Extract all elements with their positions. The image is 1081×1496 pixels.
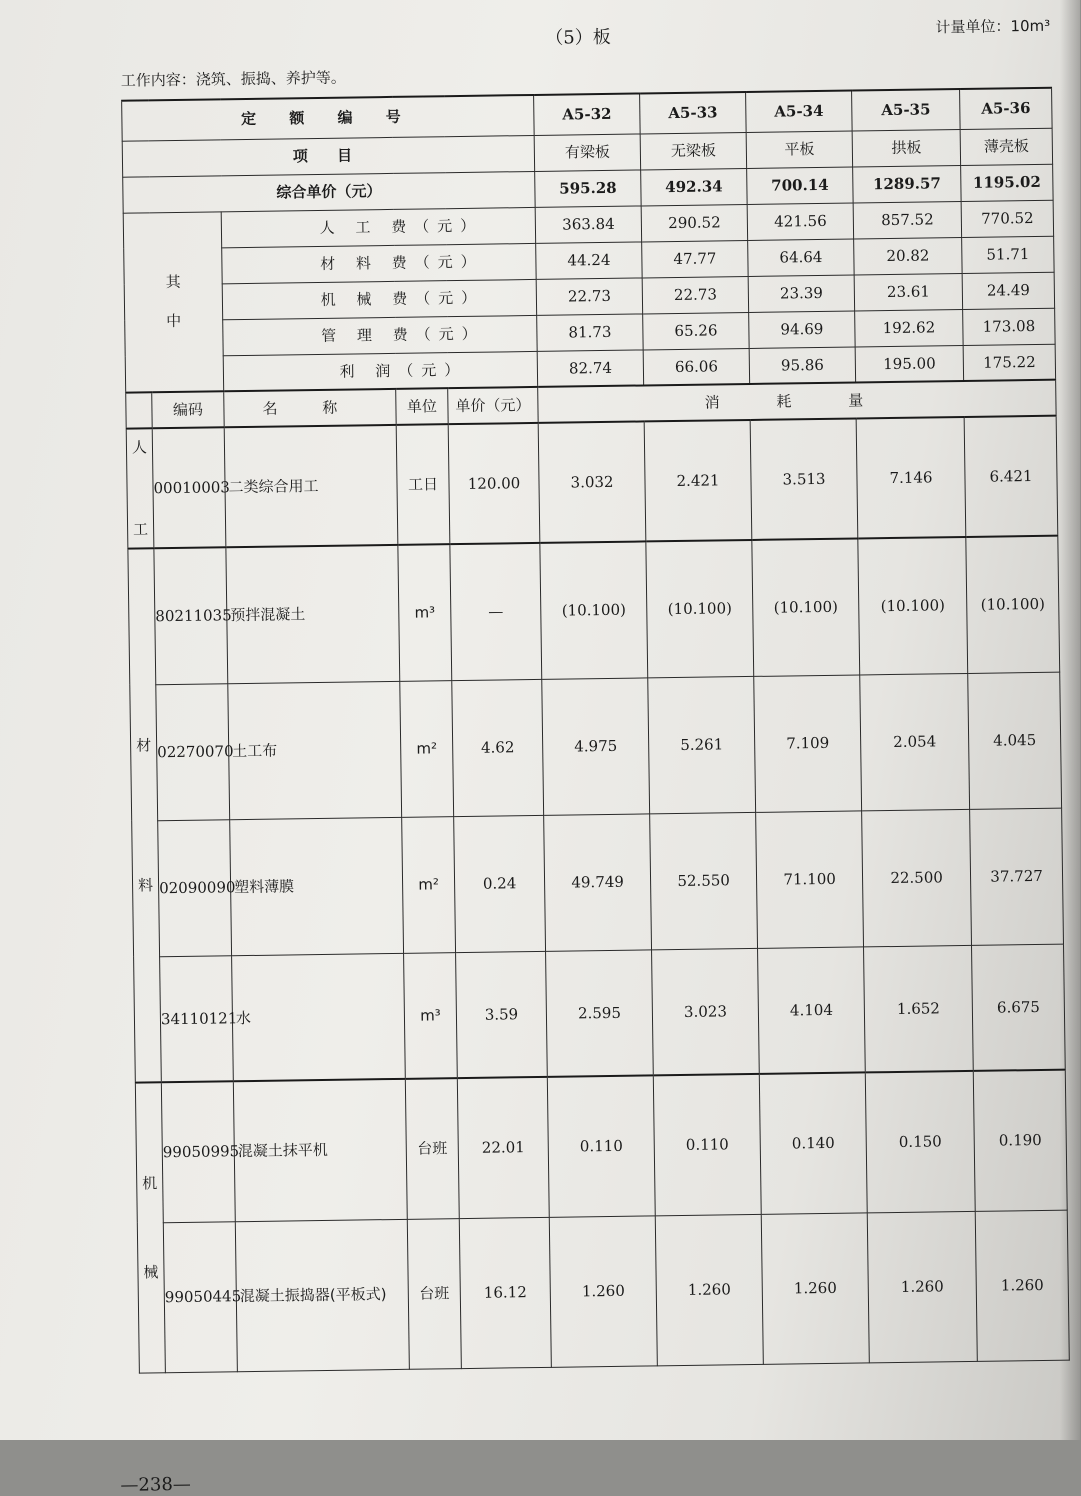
detail-header-unit: 单位 (396, 388, 448, 425)
item-value: 0.110 (653, 1074, 761, 1215)
cost-value: 95.86 (749, 346, 855, 383)
item-value: 22.500 (862, 809, 972, 946)
item-value: 6.421 (964, 416, 1058, 537)
item-value: 3.032 (538, 421, 646, 542)
item-value: 6.675 (972, 944, 1066, 1071)
item-value: 0.150 (865, 1071, 975, 1212)
item-code: 99050445 (163, 1221, 237, 1372)
item-value: 52.550 (650, 812, 758, 949)
cost-value: 94.69 (749, 310, 855, 347)
item-unit: m² (400, 680, 454, 817)
item-value: 49.749 (544, 813, 652, 950)
item-value: (10.100) (540, 541, 648, 678)
col-price: 595.28 (535, 169, 641, 206)
col-price: 1195.02 (961, 164, 1053, 201)
item-value: 1.260 (975, 1210, 1069, 1361)
item-code: 80211035 (154, 547, 228, 684)
item-unit: m³ (404, 952, 458, 1079)
item-value: 4.045 (968, 672, 1062, 809)
item-price: — (450, 543, 542, 680)
item-name: 预拌混凝土 (226, 545, 400, 683)
item-value: 37.727 (970, 808, 1064, 945)
cost-value: 857.52 (853, 201, 961, 239)
cost-value: 290.52 (641, 204, 747, 241)
cost-value: 64.64 (748, 238, 854, 275)
item-value: 0.110 (547, 1075, 655, 1216)
col-code: A5-32 (534, 93, 641, 134)
item-value: 1.260 (761, 1212, 869, 1363)
item-value: (10.100) (858, 537, 968, 674)
item-value: 1.652 (864, 945, 974, 1072)
item-value: (10.100) (752, 538, 860, 675)
cost-value: 770.52 (961, 200, 1053, 237)
item-value: 1.260 (655, 1214, 763, 1365)
cost-value: 23.39 (748, 274, 854, 311)
item-unit: 台班 (407, 1218, 461, 1369)
cost-value: 44.24 (536, 241, 642, 278)
item-value: 1.260 (549, 1215, 657, 1366)
category-labor: 人 工 (126, 428, 154, 548)
item-value: 4.104 (758, 946, 866, 1073)
item-price: 0.24 (454, 815, 546, 952)
item-value: 7.146 (856, 417, 966, 538)
section-title: （5）板 (545, 26, 611, 49)
blank-cell (126, 392, 153, 428)
item-unit: m² (402, 816, 456, 953)
col-name: 平板 (746, 131, 852, 168)
col-code: A5-33 (640, 92, 747, 133)
col-code: A5-35 (852, 89, 961, 131)
item-price: 120.00 (448, 423, 540, 544)
item-name: 混凝土抹平机 (233, 1079, 407, 1221)
cost-value: 23.61 (854, 273, 962, 311)
cost-value: 82.74 (537, 349, 643, 386)
item-value: 3.023 (652, 948, 760, 1075)
col-name: 薄壳板 (960, 128, 1052, 165)
cost-value: 421.56 (747, 203, 853, 240)
cost-value: 192.62 (855, 309, 963, 347)
item-price: 16.12 (459, 1217, 551, 1368)
col-price: 700.14 (747, 167, 853, 204)
item-value: 7.109 (754, 674, 862, 811)
item-value: 0.190 (973, 1070, 1067, 1211)
page-number: —238— (120, 1473, 191, 1496)
col-name: 拱板 (852, 129, 960, 167)
cost-label: 机 械 费（元） (222, 279, 537, 319)
item-name: 土工布 (228, 681, 402, 819)
cost-value: 173.08 (963, 308, 1055, 345)
item-value: 4.975 (542, 677, 650, 814)
col-price: 492.34 (641, 168, 747, 205)
cost-value: 65.26 (643, 312, 749, 349)
item-code: 00010003 (152, 427, 226, 548)
category-machine: 机 械 (135, 1082, 165, 1372)
item-value: 3.513 (750, 418, 858, 539)
category-material: 材 料 (128, 548, 161, 1082)
item-code: 02090090 (158, 819, 232, 956)
item-price: 3.59 (456, 951, 548, 1078)
cost-value: 47.77 (642, 240, 748, 277)
item-value: (10.100) (646, 540, 754, 677)
item-price: 4.62 (452, 679, 544, 816)
detail-header-price: 单价（元） (448, 387, 539, 424)
cost-label: 利 润（元） (223, 351, 538, 391)
item-name: 塑料薄膜 (230, 817, 404, 955)
cost-value: 363.84 (535, 205, 641, 242)
document (100, 7, 1080, 1496)
item-value: 2.054 (860, 673, 970, 810)
cost-value: 51.71 (962, 236, 1054, 273)
quota-table (121, 87, 1070, 1373)
item-unit: 工日 (396, 424, 450, 545)
cost-value: 22.73 (642, 276, 748, 313)
cost-value: 81.73 (537, 313, 643, 350)
item-price: 22.01 (457, 1077, 549, 1218)
detail-header-name: 名 称 (224, 389, 396, 427)
item-value: 0.140 (759, 1072, 867, 1213)
item-code: 02270070 (156, 683, 230, 820)
item-unit: 台班 (405, 1078, 459, 1219)
item-value: 5.261 (648, 676, 756, 813)
col-code: A5-36 (960, 88, 1053, 129)
col-code: A5-34 (746, 91, 853, 132)
detail-header-consumption: 消 耗 量 (538, 380, 1056, 423)
item-value: 71.100 (756, 810, 864, 947)
item-value: 2.421 (644, 420, 752, 541)
item-name: 二类综合用工 (224, 425, 398, 547)
cost-value: 195.00 (855, 345, 963, 383)
among-label: 其中 (123, 211, 224, 392)
cost-label: 材 料 费（元） (222, 243, 537, 283)
item-name: 水 (232, 953, 406, 1081)
cost-value: 175.22 (963, 344, 1055, 381)
item-code: 34110121 (160, 955, 234, 1082)
cost-value: 22.73 (536, 277, 642, 314)
item-name: 混凝土振捣器(平板式) (235, 1219, 409, 1371)
cost-label: 人 工 费（元） (221, 207, 536, 247)
price-label: 综合单价（元） (123, 171, 536, 213)
col-price: 1289.57 (853, 165, 961, 203)
cost-value: 66.06 (643, 348, 749, 385)
col-name: 有梁板 (534, 133, 640, 170)
cost-label: 管 理 费（元） (223, 315, 538, 355)
item-code: 99050995 (161, 1081, 235, 1222)
item-label: 项 目 (122, 135, 535, 177)
cost-value: 20.82 (854, 237, 962, 275)
measure-unit: 计量单位：10m³ (935, 16, 1051, 37)
cost-value: 24.49 (962, 272, 1054, 309)
item-value: 1.260 (867, 1211, 977, 1362)
work-content: 工作内容：浇筑、振捣、养护等。 (120, 68, 346, 90)
item-value: (10.100) (966, 536, 1060, 673)
item-value: 2.595 (546, 949, 654, 1076)
quota-code-label: 定 额 编 号 (122, 95, 535, 141)
col-name: 无梁板 (640, 132, 746, 169)
detail-header-code: 编码 (152, 391, 224, 428)
item-unit: m³ (398, 544, 452, 681)
